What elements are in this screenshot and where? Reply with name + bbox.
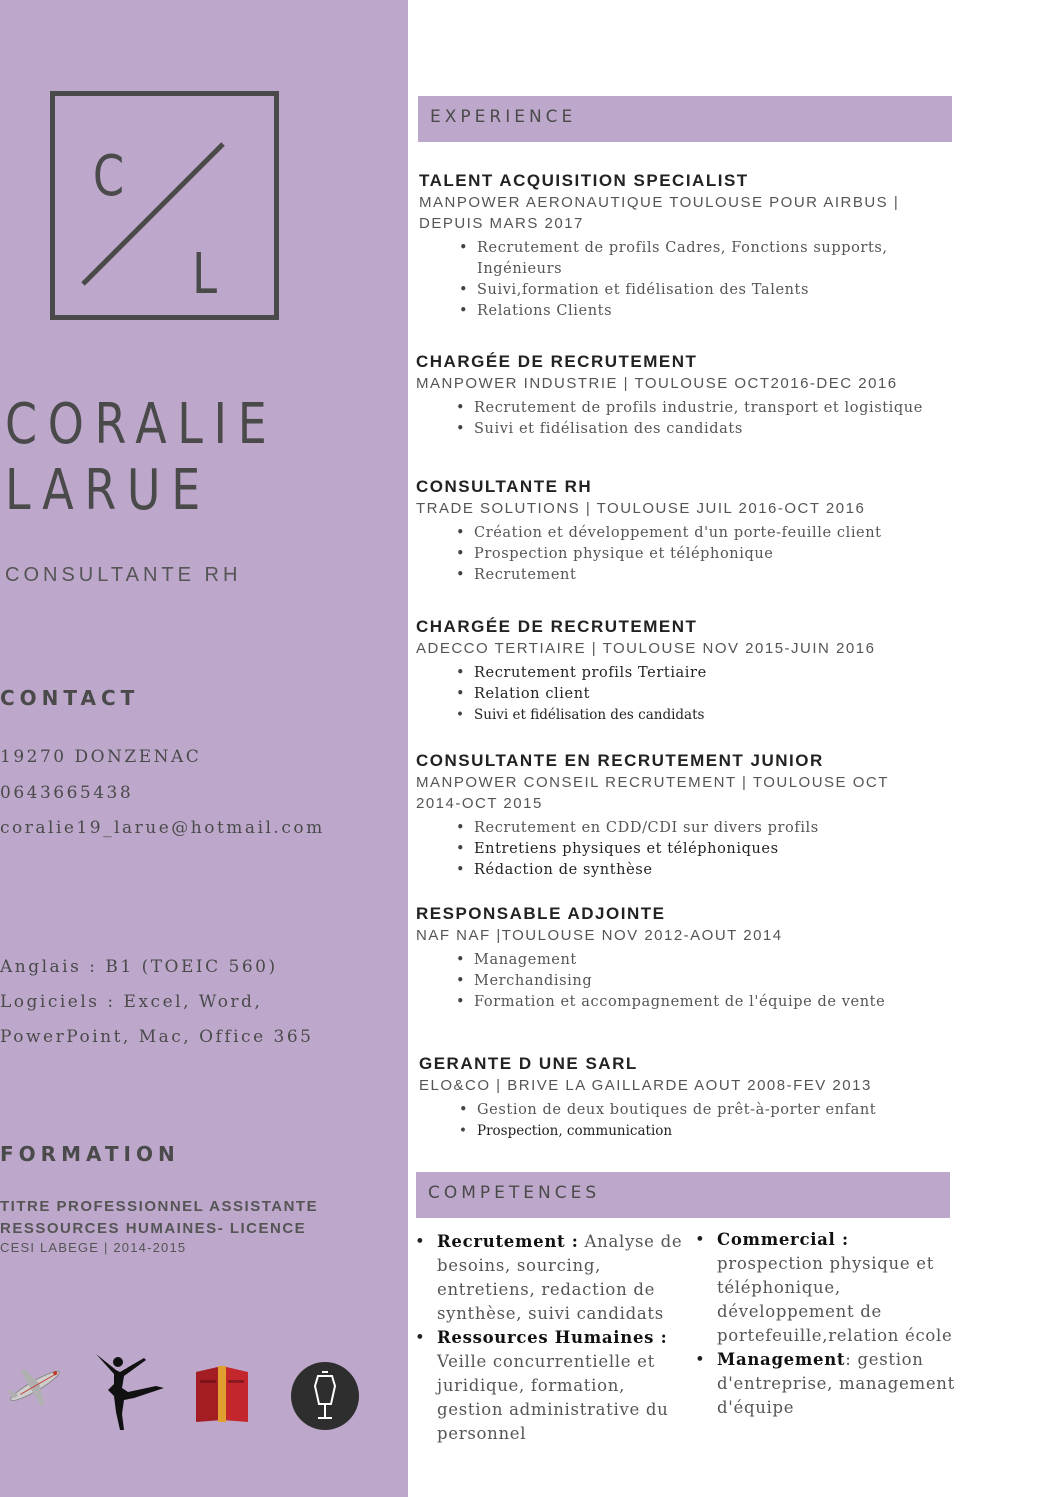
competences-heading: COMPETENCES (428, 1183, 601, 1203)
dress-form-icon (291, 1362, 359, 1430)
experience-bullet: • Recrutement (456, 565, 936, 586)
sidebar (0, 0, 408, 1497)
formation-title-line2: RESSOURCES HUMAINES- LICENCE (0, 1220, 307, 1237)
formation-heading: FORMATION (0, 1142, 180, 1166)
software-skill-line1: Logiciels : Excel, Word, (0, 992, 263, 1012)
experience-bullet: • Relation client (456, 684, 936, 705)
candidate-name (5, 392, 277, 524)
competence-text: Veille concurrentielle et juridique, formation, gestion administrative du personnel (437, 1352, 669, 1443)
competence-item (695, 1348, 955, 1420)
job-title: CONSULTANTE RH (5, 564, 242, 586)
airplane-icon (4, 1358, 66, 1414)
experience-item (416, 903, 936, 1013)
competences-right-list (695, 1228, 955, 1420)
experience-meta: ELO&CO | BRIVE LA GAILLARDE AOUT 2008-FEV 2013 (419, 1077, 872, 1094)
experience-bullet: • Recrutement en CDD/CDI sur divers profils (456, 818, 936, 839)
experience-meta: NAF NAF |TOULOUSE NOV 2012-AOUT 2014 (416, 927, 783, 944)
experience-bullet: • Prospection physique et téléphonique (456, 544, 936, 565)
experience-heading: EXPERIENCE (430, 107, 577, 127)
competence-label: Ressources Humaines : (437, 1328, 668, 1347)
experience-bullet: • Recrutement profils Tertiaire (456, 663, 936, 684)
experience-bullet: • Merchandising (456, 971, 936, 992)
experience-item (416, 750, 936, 881)
experience-bullet: • Management (456, 950, 936, 971)
book-icon (192, 1362, 252, 1424)
contact-phone: 0643665438 (0, 783, 134, 803)
monogram-first-initial: C (92, 144, 125, 209)
experience-bullet: • Gestion de deux boutiques de prêt-à-porter enfant (459, 1100, 939, 1121)
experience-bullet: • Prospection, communication (459, 1121, 939, 1142)
formation-title (0, 1196, 318, 1240)
experience-item (416, 476, 936, 586)
experience-bullet: • Recrutement de profils Cadres, Fonctions supports, Ingénieurs (459, 238, 939, 280)
experience-bullet: • Relations Clients (459, 301, 939, 322)
competence-label: Management (717, 1350, 846, 1369)
experience-bullet: • Suivi,formation et fidélisation des Talents (459, 280, 939, 301)
contact-address: 19270 DONZENAC (0, 747, 202, 767)
competence-text: Analyse de besoins, sourcing, entretiens, redaction de synthèse, suivi candidats (437, 1232, 683, 1323)
experience-meta: MANPOWER INDUSTRIE | TOULOUSE OCT2016-DEC 2016 (416, 375, 898, 392)
experience-meta: ADECCO TERTIAIRE | TOULOUSE NOV 2015-JUIN 2016 (416, 640, 876, 657)
experience-title: CHARGÉE DE RECRUTEMENT (416, 352, 698, 371)
experience-title: TALENT ACQUISITION SPECIALIST (419, 171, 749, 190)
language-skill: Anglais : B1 (TOEIC 560) (0, 957, 278, 977)
experience-bullet: • Rédaction de synthèse (456, 860, 936, 881)
first-name: CORALIE (5, 392, 278, 457)
experience-title: GERANTE D UNE SARL (419, 1054, 638, 1073)
competence-item (695, 1228, 955, 1348)
formation-title-line1: TITRE PROFESSIONNEL ASSISTANTE (0, 1198, 319, 1215)
experience-title: CONSULTANTE EN RECRUTEMENT JUNIOR (416, 751, 824, 770)
competence-text: prospection physique et téléphonique, développement de portefeuille,relation école (717, 1254, 953, 1345)
experience-bullet: • Suivi et fidélisation des candidats (456, 419, 936, 440)
experience-meta: TRADE SOLUTIONS | TOULOUSE JUIL 2016-OCT 2016 (416, 500, 866, 517)
experience-bullet: • Suivi et fidélisation des candidats (456, 705, 936, 726)
competence-label: Commercial : (717, 1230, 849, 1249)
competence-label: Recrutement : (437, 1232, 579, 1251)
monogram-slash (55, 96, 274, 315)
contact-heading: CONTACT (0, 686, 140, 710)
experience-item (416, 351, 936, 440)
formation-school: CESI LABEGE | 2014-2015 (0, 1240, 187, 1255)
experience-item (419, 1053, 939, 1142)
competences-section-header (416, 1172, 950, 1218)
experience-meta: MANPOWER CONSEIL RECRUTEMENT | TOULOUSE OCT 2014-OCT 2015 (416, 774, 889, 812)
contact-email: coralie19_larue@hotmail.com (0, 818, 325, 838)
monogram-logo (50, 91, 279, 320)
ballerina-icon (94, 1352, 166, 1432)
software-skill-line2: PowerPoint, Mac, Office 365 (0, 1027, 314, 1047)
competence-text: : gestion d'entreprise, management d'équipe (717, 1350, 955, 1417)
experience-title: CONSULTANTE RH (416, 477, 593, 496)
experience-title: RESPONSABLE ADJOINTE (416, 904, 666, 923)
experience-bullet: • Création et développement d'un porte-feuille client (456, 523, 936, 544)
experience-title: CHARGÉE DE RECRUTEMENT (416, 617, 698, 636)
last-name: LARUE (5, 458, 211, 523)
experience-item (419, 170, 939, 322)
experience-meta: MANPOWER AERONAUTIQUE TOULOUSE POUR AIRBUS | DEPUIS MARS 2017 (419, 194, 900, 232)
experience-section-header (418, 96, 952, 142)
competences-left-list (415, 1230, 695, 1446)
experience-bullet: • Recrutement de profils industrie, transport et logistique (456, 398, 936, 419)
experience-bullet: • Entretiens physiques et téléphoniques (456, 839, 936, 860)
competence-item (415, 1326, 695, 1446)
experience-item (416, 616, 936, 726)
competence-item (415, 1230, 695, 1326)
monogram-last-initial: L (192, 242, 218, 307)
experience-bullet: • Formation et accompagnement de l'équipe de vente (456, 992, 936, 1013)
